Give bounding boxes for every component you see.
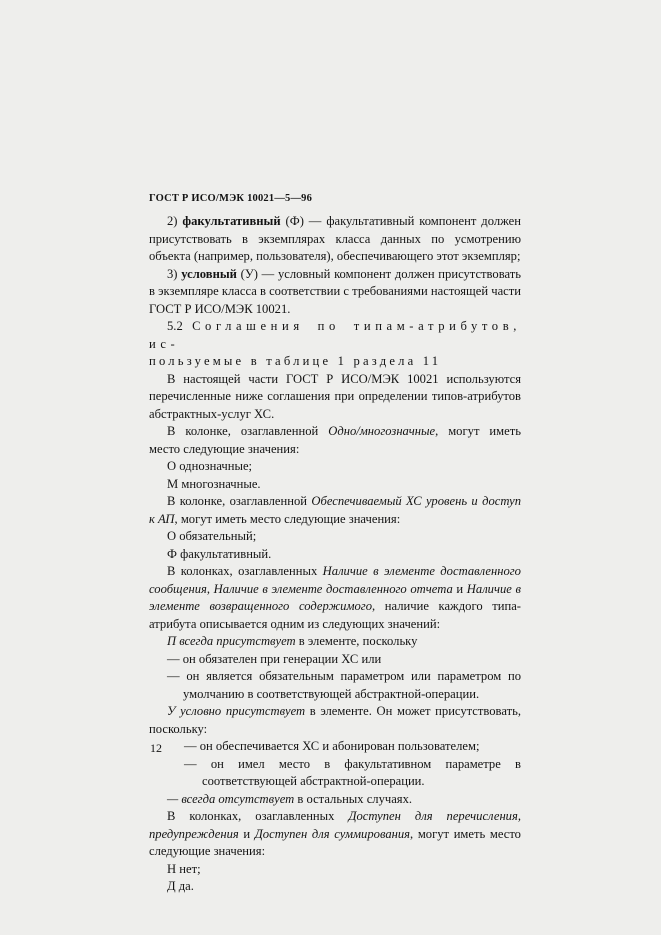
paragraph-column-4: [149, 808, 521, 861]
column-title: Доступен для суммирования: [254, 826, 411, 841]
paragraph-column-3: [149, 563, 521, 633]
page-number: 12: [150, 741, 162, 755]
item-text: (У) — условный компонент должен присутствовать в экземпляре класса в соответствии с требованиями настоящей части ГОСТ Р ИСО/МЭК 10021.: [149, 266, 522, 316]
column-title: Доступен для перечисления, предупреждения: [149, 809, 521, 841]
text-span: , могут иметь место следующие значения:: [149, 826, 521, 858]
text-span: и: [452, 581, 467, 596]
section-title-line1: Соглашения по типам-атрибутов, ис-: [149, 319, 522, 351]
item-term: факультативный: [182, 214, 281, 228]
paragraph-column-2: [149, 493, 521, 528]
value-item: О обязательный;: [167, 529, 257, 543]
text-span: ,: [206, 581, 214, 596]
text-span: В колонке, озаглавленной: [167, 494, 312, 508]
dash-item: — он обязателен при генерации ХС или: [167, 651, 382, 666]
definition-term: У условно присутствует: [167, 704, 306, 718]
column-title: Обеспечиваемый ХС уровень и доступ к АП: [149, 494, 521, 526]
item-number: 3): [167, 266, 178, 281]
item-optional: [149, 213, 521, 266]
dash-item: — он обеспечивается ХС и абонирован пользователем;: [184, 739, 480, 753]
value-item: Н нет;: [167, 861, 201, 876]
body-text: [149, 213, 521, 896]
item-conditional: [149, 266, 521, 319]
text-span: В колонках, озаглавленных: [167, 564, 323, 578]
section-heading: [149, 318, 521, 371]
dash-item: — он является обязательным параметром или параметром по умолчанию в соответствующей абстрактной-операции.: [167, 669, 521, 701]
paragraph-column-1: [149, 423, 521, 458]
column-title: Наличие в элементе возвращенного содержимого: [149, 581, 521, 613]
definition-term: П всегда присутствует: [167, 634, 296, 648]
section-title-line2: пользуемые в таблице 1 раздела 11: [149, 354, 442, 368]
definition-term: — всегда отсутствует: [167, 791, 295, 806]
running-header: ГОСТ Р ИСО/МЭК 10021—5—96: [149, 193, 313, 204]
item-term: условный: [181, 266, 237, 281]
column-title: Наличие в элементе доставленного сообщения: [149, 564, 521, 596]
dash-item: — он имел место в факультативном параметре в соответствующей абстрактной-операции.: [184, 756, 521, 788]
text-span: , могут иметь место следующие значения:: [174, 511, 401, 526]
text-span: В колонках, озаглавленных: [167, 809, 349, 823]
value-item: Д да.: [167, 879, 194, 893]
definition-absent: [149, 791, 521, 809]
text-span: в элементе. Он может присутствовать, поскольку:: [149, 704, 522, 736]
value-item: Ф факультативный.: [167, 546, 272, 561]
column-title: Одно/многозначные: [328, 424, 436, 438]
text-span: , наличие каждого типа-атрибута описывается одним из следующих значений:: [149, 599, 521, 631]
definition-p: [149, 633, 521, 651]
text-span: В колонке, озаглавленной: [167, 424, 329, 438]
value-item: М многозначные.: [167, 476, 261, 491]
text-span: в элементе, поскольку: [295, 634, 418, 648]
text-span: в остальных случаях.: [294, 791, 413, 806]
item-number: 2): [167, 214, 178, 228]
paragraph-intro: В настоящей части ГОСТ Р ИСО/МЭК 10021 используются перечисленные ниже соглашения при определении типов-атрибутов абстрактных-услуг ХС.: [149, 371, 521, 421]
definition-u: [149, 703, 521, 738]
value-item: О однозначные;: [167, 459, 253, 473]
section-number: 5.2: [167, 319, 183, 333]
column-title: Наличие в элементе доставленного отчета: [213, 581, 453, 596]
item-text: (Ф) — факультативный компонент должен присутствовать в экземплярах класса данных по усмотрению объекта (например, пользователя), обеспечивающего этот экземпляр;: [149, 214, 521, 263]
text-span: , могут иметь место следующие значения:: [149, 424, 521, 456]
text-span: и: [238, 826, 255, 841]
